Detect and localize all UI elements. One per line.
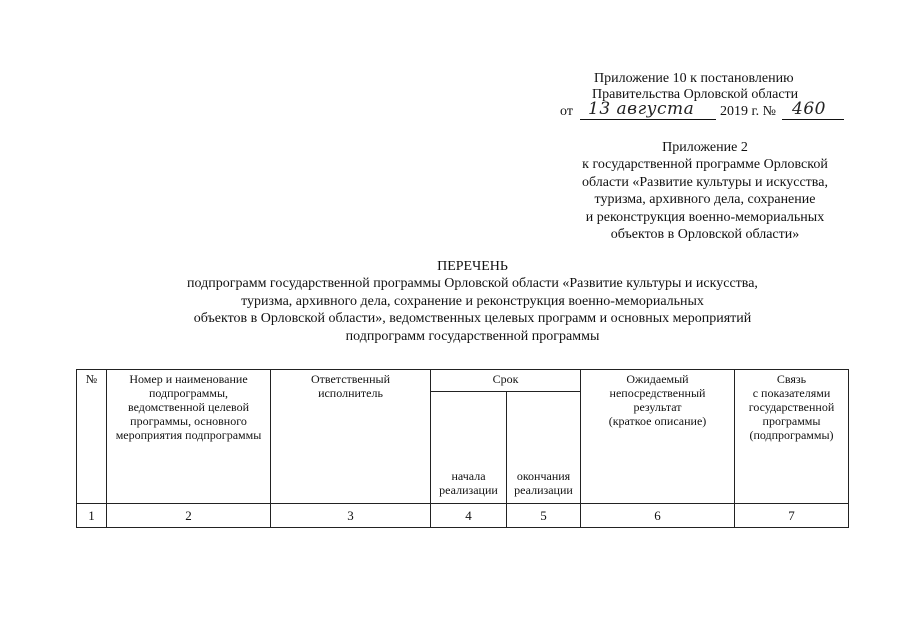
column-number: 5: [507, 504, 581, 528]
column-number: 4: [431, 504, 507, 528]
programs-table: [76, 369, 849, 528]
header-link-line: с показателями: [752, 386, 831, 400]
header-name-line: подпрограммы,: [148, 386, 229, 400]
handwritten-date: 13 августа: [588, 99, 695, 119]
header-start-line: начала: [451, 469, 486, 483]
header-link-line: (подпрограммы): [749, 428, 834, 442]
document-heading: ПЕРЕЧЕНЬ: [437, 259, 508, 274]
header-link-line: программы: [762, 414, 821, 428]
table-header-row: [77, 370, 849, 392]
title-line: объектов в Орловской области», ведомственных целевых программ и основных мероприятий: [193, 311, 752, 327]
title-line: туризма, архивного дела, сохранение и реконструкция военно-мемориальных: [241, 293, 704, 309]
handwritten-number: 460: [792, 99, 826, 119]
header-executor-line: Ответственный: [310, 372, 391, 386]
header-start-line: реализации: [439, 483, 498, 497]
column-number: 7: [735, 504, 849, 528]
header-start: [431, 392, 507, 504]
header-link-line: государственной: [748, 400, 835, 414]
header-name-line: Номер и наименование: [129, 372, 248, 386]
header-term: Срок: [431, 370, 581, 392]
column-number: 3: [271, 504, 431, 528]
appendix10-line2: Правительства Орловской области: [592, 87, 799, 102]
column-number: 6: [581, 504, 735, 528]
column-number: 1: [77, 504, 107, 528]
header-result-line: непосредственный: [609, 386, 706, 400]
document-title-block: [100, 258, 845, 345]
appendix2-line: Приложение 2: [662, 140, 748, 155]
header-end-line: реализации: [514, 483, 573, 497]
header-result-line: (краткое описание): [608, 414, 707, 428]
header-result-line: Ожидаемый: [626, 372, 689, 386]
appendix2-line: туризма, архивного дела, сохранение: [594, 192, 816, 208]
header-name: [107, 370, 271, 504]
header-name-line: мероприятия подпрограммы: [115, 428, 262, 442]
column-numbers-row: [77, 504, 849, 528]
header-result: [581, 370, 735, 504]
appendix2-line: и реконструкция военно-мемориальных: [585, 209, 825, 225]
header-executor: [271, 370, 431, 504]
header-name-line: программы, основного: [130, 414, 247, 428]
title-line: подпрограмм государственной программы: [345, 328, 600, 344]
appendix2-block: [540, 139, 870, 243]
decree-date-row: [560, 101, 850, 123]
decree-year: 2019 г. №: [720, 104, 777, 119]
appendix2-line: области «Развитие культуры и искусства,: [582, 174, 828, 190]
appendix2-line: к государственной программе Орловской: [582, 157, 828, 173]
header-name-line: ведомственной целевой: [127, 400, 250, 414]
header-executor-line: исполнитель: [318, 386, 383, 400]
header-end-line: окончания: [516, 469, 571, 483]
appendix2-line: объектов в Орловской области»: [610, 227, 800, 243]
header-link-line: Связь: [776, 372, 807, 386]
header-result-line: результат: [633, 400, 682, 414]
number-underline: [782, 119, 844, 120]
date-underline: [580, 119, 716, 120]
title-line: подпрограмм государственной программы Орловской области «Развитие культуры и искусства,: [187, 276, 758, 292]
header-end: [507, 392, 581, 504]
appendix10-line1: Приложение 10 к постановлению: [594, 71, 794, 86]
date-prefix: от: [560, 104, 573, 119]
header-link: [735, 370, 849, 504]
header-num: №: [77, 370, 107, 504]
column-number: 2: [107, 504, 271, 528]
